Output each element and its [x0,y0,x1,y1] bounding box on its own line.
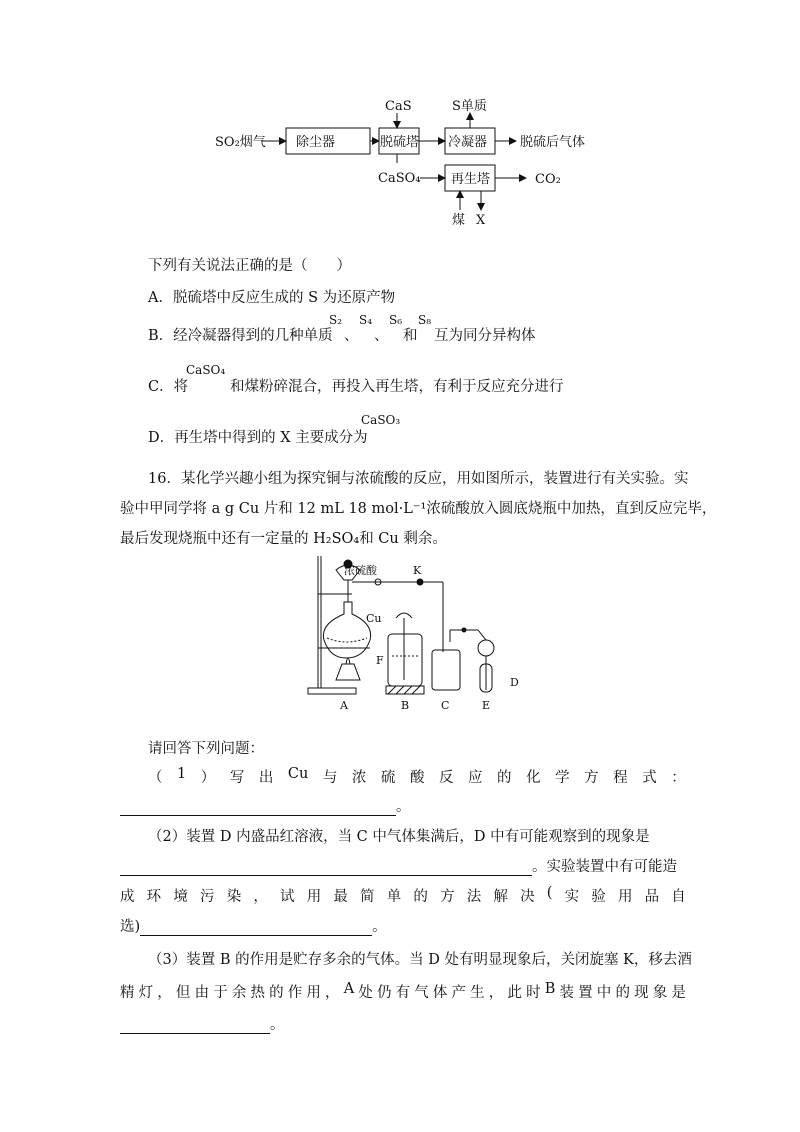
figure-label-a: A [340,699,348,712]
spread-char: 自 [671,889,686,905]
q16-prompt: 请回答下列问题： [148,741,264,757]
spread-char: 余 [231,985,247,1001]
spread-char: 程 [613,770,628,786]
spread-char: 有 [395,985,411,1001]
spread-char: 由 [194,985,210,1001]
spread-char: ， [325,985,340,1001]
spread-char: 出 [258,770,274,786]
q15-and: 和 [403,328,418,344]
spread-char: Cu [287,766,309,782]
part2-line4-head: 选) [120,919,141,935]
s2-formula: S₂ [329,313,343,327]
spread-char: 用 [306,889,322,905]
spread-char: 与 [322,770,338,786]
spread-char: 的 [269,985,284,1001]
q16-line-2: 验中甲同学将 a g Cu 片和 12 mL 18 mol·L⁻¹浓硫酸放入圆底烧瓶中加热，直到反应完毕， [120,501,717,517]
q15-option-d-pre: D．再生塔中得到的 X 主要成分为 [148,430,368,446]
spread-char: ( [546,885,553,901]
spread-char: 仍 [376,985,392,1001]
x-label: X [476,213,486,228]
spread-char: 作 [287,985,303,1001]
drying-bulb [478,640,494,656]
spread-char: A [343,981,355,997]
spread-char: 是 [671,985,686,1001]
q16-part2-line-1: （2）装置 D 内盛品红溶液，当 C 中气体集满后，D 中有可能观察到的现象是 [148,829,650,845]
spread-char: 品 [644,889,660,905]
spread-char: 境 [173,889,188,905]
spread-char: 用 [306,985,321,1001]
process-flowchart [0,0,800,240]
spread-char: ： [671,770,686,786]
round-bottom-flask [323,602,370,658]
spread-char: 验 [591,889,606,905]
bottle-b [388,634,422,686]
spread-char: 现 [634,985,649,1001]
answer-blank-3[interactable] [140,919,372,936]
part2-line2-tail: 。实验装置中有可能造 [532,859,677,875]
co2-label: CO₂ [535,172,561,187]
q15-option-c-post: 和煤粉碎混合，再投入再生塔，有利于反应充分进行 [230,379,564,395]
spread-char: 简 [360,889,375,905]
answer-blank-2[interactable] [120,859,532,876]
spread-char: 的 [413,889,428,905]
spread-char: 单 [386,889,402,905]
d-label: D [510,676,519,689]
spread-char: 成 [120,889,135,905]
outlet-gas-label: 脱硫后气体 [520,135,586,150]
q15-sep-1: 、 [344,328,359,344]
figure-label-b: B [401,699,410,712]
caso3-formula: CaSO₃ [361,413,401,427]
spread-char: 浓 [351,770,367,786]
spread-char: 方 [584,770,599,786]
spread-char: ， [253,889,268,905]
spread-char: 产 [451,985,467,1001]
spread-char: ， [157,985,172,1001]
spread-char: 反 [438,770,454,786]
spread-char: 体 [432,985,448,1001]
spread-char: 应 [468,770,483,786]
f-label: F [376,654,384,667]
bottle-c [432,650,460,690]
figure-label-e: E [482,699,491,712]
answer-blank-4[interactable] [120,1017,270,1034]
q15-stem: 下列有关说法正确的是（ ） [148,258,351,274]
spread-char: ） [200,770,216,786]
caso4-formula: CaSO₄ [186,363,226,377]
cas-label: CaS [385,99,412,114]
q16-line-1: 16．某化学兴趣小组为探究铜与浓硫酸的反应，用如图所示，装置进行有关实验。实 [148,471,689,487]
dust-remover-label: 除尘器 [296,135,336,150]
q16-part1-line [148,766,686,787]
spread-char: 酸 [409,770,425,786]
stand-base [308,688,356,694]
apparatus-figure [300,552,530,716]
q16-part2-line-3 [120,885,686,906]
spread-char: 但 [175,985,191,1001]
spread-char: 此 [507,985,522,1001]
spread-char: 实 [564,889,580,905]
spread-char: B [544,981,556,997]
period-4: 。 [270,1017,285,1033]
spread-char: 处 [358,985,373,1001]
spread-char: 象 [652,985,668,1001]
caso4-label: CaSO₄ [378,171,421,186]
cu-label: Cu [366,612,382,625]
k-label: K [413,564,422,577]
regenerator-label: 再生塔 [451,172,491,187]
q16-part2-line-4 [120,915,387,936]
spread-char: 的 [497,770,512,786]
q16-part2-line-2 [120,855,677,876]
spread-char: 1 [177,766,187,782]
s6-formula: S₆ [389,313,403,327]
q16-part3-line-1: （3）装置 B 的作用是贮存多余的气体。当 D 处有明显现象后，关闭旋塞 K，移去酒 [148,952,692,968]
spread-char: ， [488,985,504,1001]
coal-label: 煤 [452,213,466,228]
spread-char: 装 [559,985,575,1001]
spread-char: 环 [146,889,162,905]
figure-label-c: C [441,699,450,712]
spread-char: 染 [226,889,242,905]
q15-option-b-pre: B．经冷凝器得到的几种单质 [148,328,333,344]
spread-char: （ [148,770,163,786]
period-3: 。 [372,919,387,935]
spread-char: 中 [596,985,612,1001]
spread-char: 硫 [380,770,396,786]
spread-char: 时 [526,985,541,1001]
spread-char: 生 [470,985,485,1001]
answer-blank-1[interactable] [120,799,396,816]
period-1: 。 [396,799,411,815]
spread-char: 用 [617,889,633,905]
s4-formula: S₄ [359,313,373,327]
spread-char: 化 [526,770,541,786]
spread-char: 气 [414,985,429,1001]
spread-char: 最 [333,889,348,905]
feed-label: SO₂烟气 [215,135,266,150]
s-product-label: S单质 [452,99,487,114]
q15-sep-2: 、 [374,328,389,344]
spread-char: 解 [493,889,508,905]
spread-char: 精 [120,985,135,1001]
spread-char: 的 [615,985,630,1001]
spread-char: 试 [280,889,295,905]
spread-char: 灯 [138,985,154,1001]
q16-part3-line-2 [120,981,686,1002]
spread-char: 污 [200,889,215,905]
spread-char: 方 [440,889,455,905]
spread-char: 法 [466,889,482,905]
spread-char: 学 [555,770,570,786]
spread-char: 热 [250,985,265,1001]
q15-option-a: A．脱硫塔中反应生成的 S 为还原产物 [148,290,396,306]
q15-option-b-post: 互为同分异构体 [434,328,536,344]
spread-char: 写 [229,770,245,786]
acid-label: 浓硫酸 [344,564,377,577]
alcohol-lamp [336,664,360,680]
spread-char: 于 [213,985,228,1001]
spread-char: 式 [642,770,657,786]
q16-part1-answer [120,795,411,816]
condenser-label: 冷凝器 [448,135,488,150]
desulfurizer-label: 脱硫塔 [380,135,420,150]
q16-part3-answer [120,1013,285,1034]
q16-line-3: 最后发现烧瓶中还有一定量的 H₂SO₄和 Cu 剩余。 [120,531,447,547]
s8-formula: S₈ [418,313,432,327]
spread-char: 置 [578,985,593,1001]
q15-option-c-pre: C．将 [148,379,189,395]
spread-char: 决 [520,889,535,905]
